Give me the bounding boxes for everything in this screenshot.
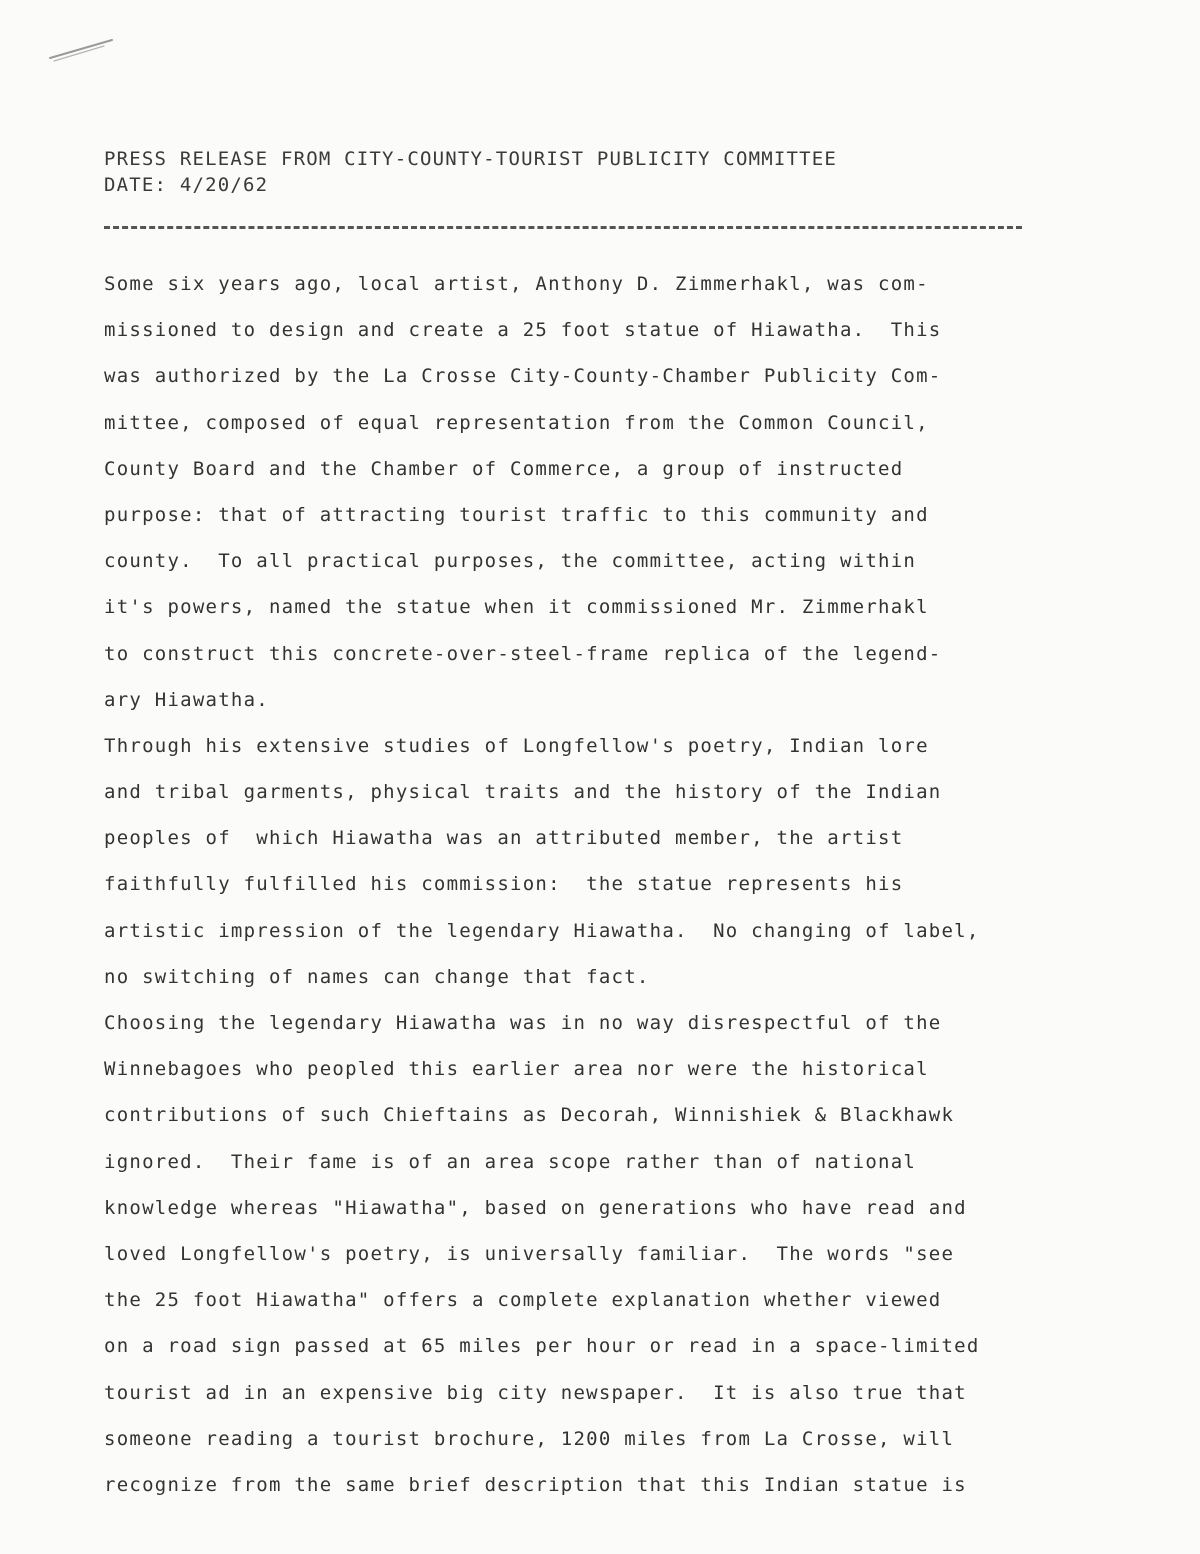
body-text-line: artistic impression of the legendary Hiawatha. No changing of label, xyxy=(104,919,980,942)
body-text-line: contributions of such Chieftains as Decorah, Winnishiek & Blackhawk xyxy=(104,1104,955,1127)
body-text-line: no switching of names can change that fact. xyxy=(104,965,650,988)
body-text-line: peoples of which Hiawatha was an attributed member, the artist xyxy=(104,827,904,850)
press-release-body xyxy=(104,261,1094,1508)
body-text-line: tourist ad in an expensive big city newspaper. It is also true that xyxy=(104,1381,967,1404)
body-text-line: Through his extensive studies of Longfellow's poetry, Indian lore xyxy=(104,734,929,757)
press-release-header xyxy=(104,146,837,198)
body-text-line: county. To all practical purposes, the committee, acting within xyxy=(104,550,917,573)
body-text-line: Choosing the legendary Hiawatha was in no way disrespectful of the xyxy=(104,1012,942,1034)
pencil-mark-icon xyxy=(46,34,116,64)
body-text-line: ary Hiawatha. xyxy=(104,688,269,711)
dashed-divider xyxy=(104,226,1022,229)
body-text-line: Some six years ago, local artist, Anthony D. Zimmerhakl, was com- xyxy=(104,273,929,295)
body-text-line: mittee, composed of equal representation from the Common Council, xyxy=(104,411,929,434)
body-text-line: knowledge whereas "Hiawatha", based on generations who have read and xyxy=(104,1196,967,1219)
body-text-line: the 25 foot Hiawatha" offers a complete explanation whether viewed xyxy=(104,1289,942,1312)
body-text-line: loved Longfellow's poetry, is universally familiar. The words "see xyxy=(104,1242,955,1265)
body-text-line: purpose: that of attracting tourist traffic to this community and xyxy=(104,503,929,526)
body-text-line: recognize from the same brief description that this Indian statue is xyxy=(104,1473,967,1496)
body-text-line: Winnebagoes who peopled this earlier area nor were the historical xyxy=(104,1058,929,1081)
body-text-line: to construct this concrete-over-steel-frame replica of the legend- xyxy=(104,642,942,665)
body-text-line: someone reading a tourist brochure, 1200 miles from La Crosse, will xyxy=(104,1427,955,1450)
body-text-line: and tribal garments, physical traits and the history of the Indian xyxy=(104,781,942,804)
header-title: PRESS RELEASE FROM CITY-COUNTY-TOURIST PUBLICITY COMMITTEE xyxy=(104,148,838,170)
header-date: DATE: 4/20/62 xyxy=(104,174,269,196)
body-text-line: ignored. Their fame is of an area scope rather than of national xyxy=(104,1150,917,1173)
body-text-line: missioned to design and create a 25 foot statue of Hiawatha. This xyxy=(104,319,942,342)
body-text-line: it's powers, named the statue when it commissioned Mr. Zimmerhakl xyxy=(104,596,929,619)
body-text-line: County Board and the Chamber of Commerce, a group of instructed xyxy=(104,457,904,480)
body-text-line: was authorized by the La Crosse City-County-Chamber Publicity Com- xyxy=(104,365,942,388)
body-text-line: on a road sign passed at 65 miles per hour or read in a space-limited xyxy=(104,1335,980,1358)
body-text-line: faithfully fulfilled his commission: the statue represents his xyxy=(104,873,904,896)
